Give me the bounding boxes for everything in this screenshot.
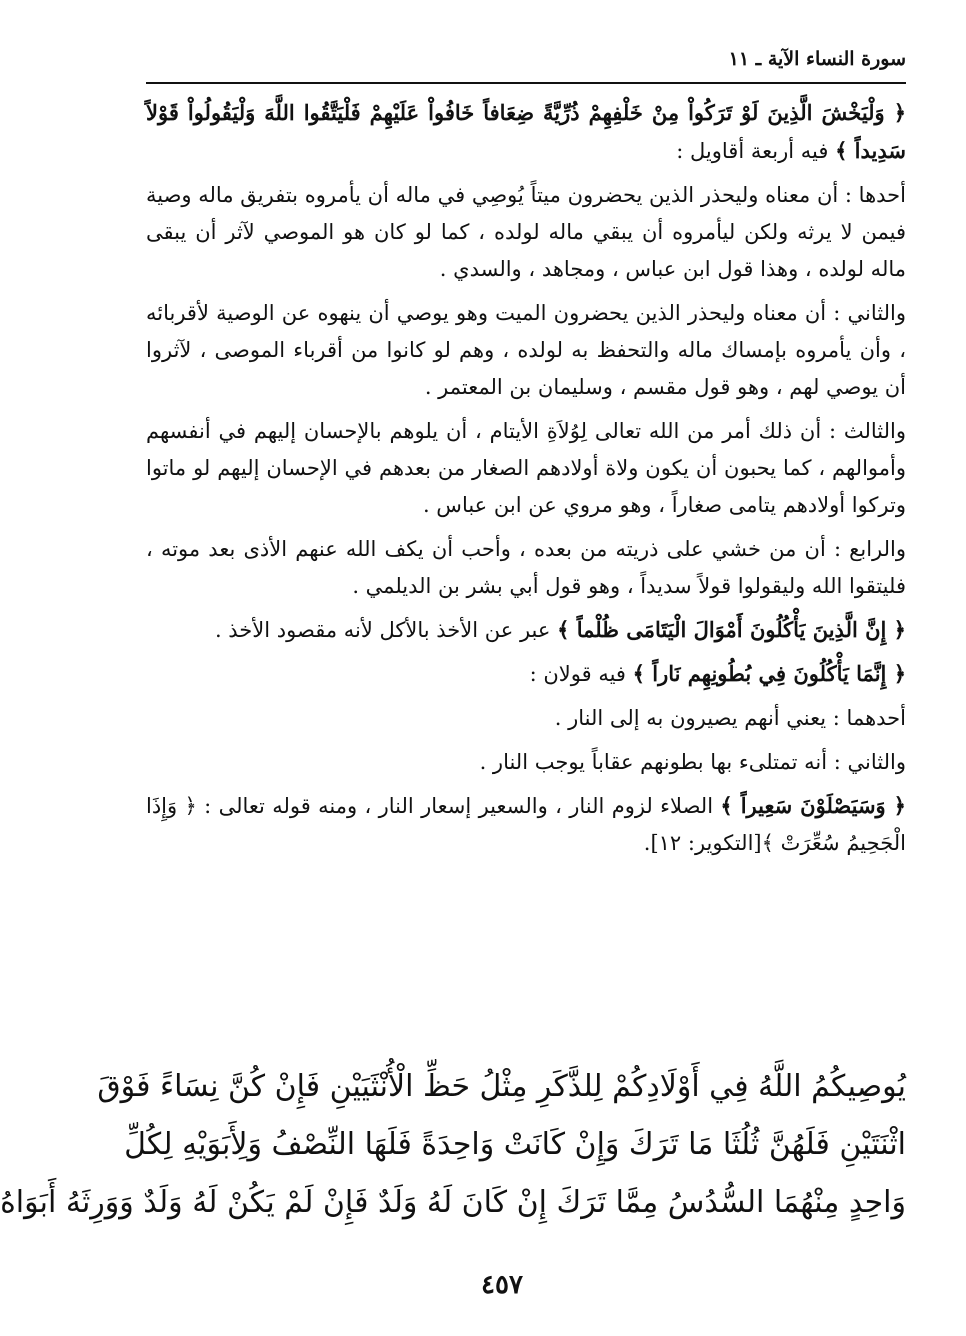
verse-line: وَاحِدٍ مِنْهُمَا السُّدُسُ مِمَّا تَرَكَ إِنْ كَانَ لَهُ وَلَدٌ فَإِنْ لَمْ يَكُنْ لَهُ وَلَدٌ وَوَرِثَهُ أَبَوَاهُ [0, 1185, 906, 1220]
paragraph-text: عبر عن الأخذ بالأكل لأنه مقصود الأخذ . [214, 618, 558, 642]
paragraph-text: والثاني : أنه تمتلىء بها بطونهم عقاباً يوجب النار . [479, 750, 906, 774]
paragraph [146, 743, 906, 781]
paragraph [146, 176, 906, 288]
paragraph-text: فيه أربعة أقاويل : [676, 139, 836, 163]
paragraph-text: والثالث : أن ذلك أمر من الله تعالى لِوُلاَةِ الأيتام ، أن يلوهم بالإحسان إليهم في أنفسهم وأموالهم ، كما يحبون أن يكون ولاة أولادهم الصغار من بعدهم في الإحسان إليهم لو ماتوا وتركوا أولادهم يتامى صغاراً ، وهو مروي عن ابن عباس . [146, 419, 906, 517]
paragraph-text: فيه قولان : [529, 662, 633, 686]
quran-verse-block [0, 1058, 906, 1232]
paragraph [146, 530, 906, 605]
paragraph [146, 294, 906, 406]
paragraph [146, 655, 906, 693]
verse-line: اثْنَتَيْنِ فَلَهُنَّ ثُلُثَا مَا تَرَكَ وَإِنْ كَانَتْ وَاحِدَةً فَلَهَا النِّصْفُ وَلِأَبَوَيْهِ لِكُلِّ [124, 1127, 906, 1162]
page-number: ٤٥٧ [481, 1270, 523, 1300]
paragraph [146, 787, 906, 862]
quran-quote: ﴿ وَسَيَصْلَوْنَ سَعِيراً ﴾ [720, 793, 906, 818]
paragraph [146, 412, 906, 524]
header-title: سورة النساء الآية ـ ١١ [728, 48, 906, 70]
quran-quote: ﴿ إِنَّ الَّذِينَ يَأْكُلُونَ أَمْوَالَ الْيَتَامَى ظُلْماً ﴾ [557, 617, 906, 642]
paragraph [146, 699, 906, 737]
running-header [146, 42, 906, 84]
paragraph-text: أحدها : أن معناه وليحذر الذين يحضرون ميتاً يُوصِي في ماله أن يأمروه بتفريق ماله وصية فيمن لا يرثه ولكن ليأمروه أن يبقي ماله لولده ، كما لو كان هو الموصي لآثر أن يبقى ماله لولده ، وهذا قول ابن عباس ، ومجاهد ، والسدي . [146, 183, 906, 281]
paragraph-text: والرابع : أن من خشي على ذريته من بعده ، وأحب أن يكف الله عنهم الأذى بعد موته ، فليتقوا الله وليقولوا قولاً سديداً ، وهو قول أبي بشر بن الديلمي . [146, 537, 906, 598]
paragraph-text: الصلاء لزوم النار ، والسعير إسعار النار ، ومنه قوله تعالى : ﴿ وَإِذَا الْجَحِيمُ سُعِّرَتْ ﴾[التكوير: ١٢]. [146, 794, 906, 855]
paragraph-text: والثاني : أن معناه وليحذر الذين يحضرون الميت وهو يوصي أن ينهوه عن الوصية لأقربائه ، وأن يأمروه بإمساك ماله والتحفظ به لولده ، وهم لو كانوا من أقرباء الموصى ، لآثروا أن يوصي لهم ، وهو قول مقسم ، وسليمان بن المعتمر . [146, 301, 906, 399]
paragraph [146, 94, 906, 170]
quran-quote: ﴿ إِنَّمَا يَأْكُلُونَ فِي بُطُونِهِم نَاراً ﴾ [632, 661, 906, 686]
commentary-text [146, 94, 906, 868]
verse-line: يُوصِيكُمُ اللَّهُ فِي أَوْلَادِكُمْ لِلذَّكَرِ مِثْلُ حَظِّ الْأُنْثَيَيْنِ فَإِنْ كُنَّ نِسَاءً فَوْقَ [97, 1069, 906, 1104]
quran-quote: ﴿ وَلْيَخْشَ الَّذِينَ لَوْ تَرَكُواْ مِنْ خَلْفِهِمْ ذُرِّيَّةً ضِعَافاً خَافُواْ عَلَيْهِمْ فَلْيَتَّقُوا اللَّهَ وَلْيَقُولُواْ قَوْلاً سَدِيداً ﴾ [146, 100, 906, 163]
paragraph-text: أحدهما : يعني أنهم يصيرون به إلى النار . [554, 706, 906, 730]
paragraph [146, 611, 906, 649]
